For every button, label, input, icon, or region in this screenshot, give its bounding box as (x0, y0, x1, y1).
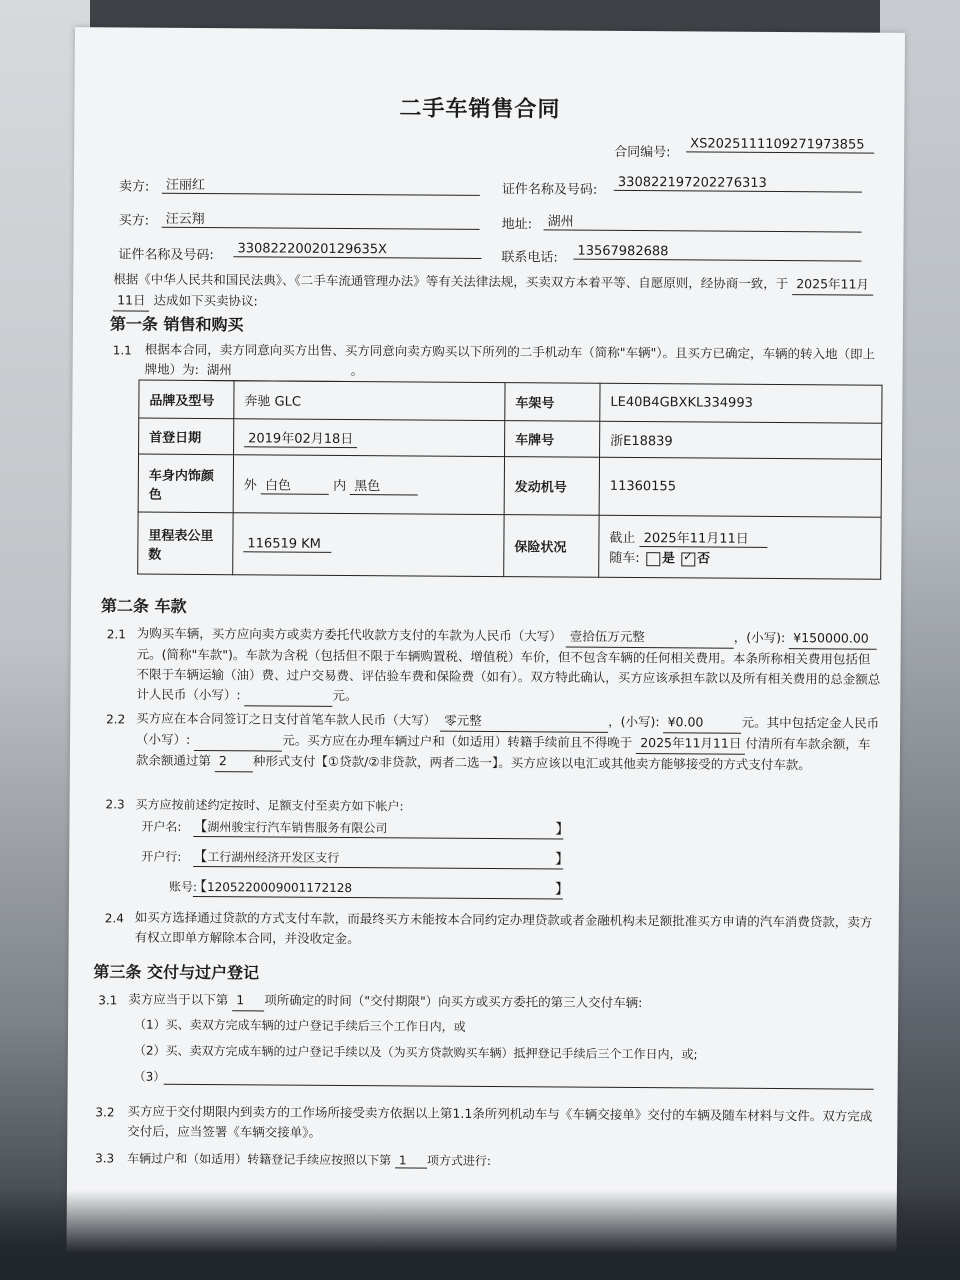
clause-1-1-end: 。 (350, 363, 364, 379)
color-cell (233, 455, 504, 515)
price-lower: ¥150000.00 (789, 628, 877, 650)
yes-checkbox[interactable] (646, 552, 660, 566)
document-title: 二手车销售合同 (399, 96, 561, 123)
clause-2-2-text-e: 付清所有车款余额，车款余额通过第 (135, 735, 871, 769)
deposit-blank (194, 730, 282, 752)
bracket-left: 【 (192, 878, 208, 896)
clause-3-3-text-a: 车辆过户和（如适用）转籍登记手续应按照以下第 (127, 1151, 392, 1168)
clause-3-1-number: 3.1 (98, 993, 118, 1008)
brand-label: 品牌及型号 (139, 380, 234, 419)
interior-prefix: 内 (333, 478, 347, 494)
clause-2-2-text-a: 买方应在本合同签订之日支付首笔车款人民币（大写） (136, 710, 437, 728)
article-2-title: 第二条 车款 (100, 596, 187, 616)
transfer-item: 1 (395, 1153, 427, 1168)
registration-place: 湖州 (203, 360, 351, 382)
clause-2-1 (136, 624, 881, 711)
clause-2-2-text-b: ，(小写): (608, 713, 660, 730)
clause-3-1 (128, 989, 878, 1015)
clause-2-3-text: 买方应按前述约定按时、足额支付至卖方如下帐户: (135, 797, 404, 814)
seller-id-value: 330822197202276313 (614, 175, 862, 193)
phone-label: 联系电话: (501, 250, 558, 266)
contract-number-value: XS2025111109271973855 (686, 136, 874, 153)
preamble-date-a: 2025年11月 (792, 274, 873, 296)
article-1-title: 第一条 销售和购买 (109, 314, 244, 335)
address-label: 地址: (501, 217, 533, 233)
exterior-color: 白色 (261, 474, 329, 494)
clause-1-1-number: 1.1 (112, 343, 132, 358)
account-number-value: 1205220009001172128 (206, 880, 353, 896)
mileage-value: 116519 KM (243, 536, 331, 553)
clause-2-2-text-f: 种形式支付【①贷款/②非贷款，两者二选一】。买方应该以电汇或其他卖方能够接受的方式支付车款。 (252, 753, 811, 773)
plate-label: 车牌号 (505, 421, 600, 458)
clause-2-3-number: 2.3 (105, 797, 125, 812)
exterior-prefix: 外 (243, 477, 257, 493)
vin-value: LE40B4GBXKL334993 (600, 383, 882, 423)
mileage-cell (233, 513, 504, 577)
down-payment-lower: ¥0.00 (664, 712, 742, 734)
clause-2-1-text-d: 元。 (332, 687, 358, 704)
preamble (113, 269, 883, 316)
bracket-left: 【 (193, 848, 208, 866)
bracket-left: 【 (193, 818, 208, 836)
clause-2-1-number: 2.1 (106, 627, 126, 642)
clause-2-2-text-c: 元。其中包括定金人民币（小写）: (135, 714, 880, 747)
address-value: 湖州 (544, 210, 862, 232)
buyer-label: 买方: (118, 213, 150, 229)
no-label: 否 (696, 551, 711, 567)
insurance-cell (599, 515, 881, 579)
insurance-date: 2025年11月11日 (640, 527, 768, 548)
option-3-blank (164, 1084, 874, 1090)
account-number-label: 账号: (168, 879, 198, 894)
no-checkbox[interactable] (681, 552, 695, 566)
clause-3-3-number: 3.3 (95, 1151, 115, 1166)
phone-value: 13567982688 (573, 244, 861, 262)
vin-label: 车架号 (505, 383, 600, 422)
yes-label: 是 (661, 551, 675, 567)
engine-value: 11360155 (599, 457, 881, 517)
clause-2-4-text: 如买方选择通过贷款的方式支付车款，而最终买方未能按本合同约定办理贷款或者金融机构未足额批准买方申请的汽车消费贷款，卖方有权立即单方解除本合同，并没收定金。 (134, 909, 873, 947)
plate-value: 浙E18839 (600, 421, 882, 459)
insurance-prefix: 截止 (609, 530, 636, 547)
table-row (139, 418, 882, 459)
seller-name: 汪丽红 (162, 174, 480, 196)
delivery-item: 1 (232, 990, 264, 1011)
total-amount-blank (244, 685, 332, 707)
option-3: （3） (133, 1069, 166, 1084)
clause-3-3 (127, 1149, 491, 1169)
contract-number-label: 合同编号: (614, 144, 671, 161)
bracket-right: 】 (554, 881, 570, 898)
bank-value: 工行湖州经济开发区支行 (207, 850, 340, 865)
seller-label: 卖方: (118, 179, 150, 195)
option-1: （1）买、卖双方完成车辆的过户登记手续后三个工作日内，或 (133, 1017, 466, 1034)
seller-id-label: 证件名称及号码: (501, 182, 598, 198)
table-row (139, 380, 882, 423)
table-row (138, 454, 881, 517)
clause-3-3-text-b: 项方式进行: (426, 1153, 492, 1169)
table-row (138, 512, 881, 579)
clause-1-1-text: 根据本合同，卖方同意向买方出售、买方同意向卖方购买以下所列的二手机动车（简称"车辆"）。且买方已确定，车辆的转入地（即上牌地）为: (144, 341, 876, 377)
clause-1-1 (145, 340, 883, 386)
clause-2-1-text-a: 为购买车辆，买方应向卖方或卖方委托代收款方支付的车款为人民币（大写） (136, 625, 562, 644)
contract-paper (66, 27, 905, 1263)
bracket-right: 】 (555, 821, 570, 838)
reg-date-cell (234, 419, 505, 457)
mileage-label: 里程表公里数 (138, 512, 233, 575)
account-number-field (192, 876, 570, 900)
preamble-text-a: 根据《中华人民共和国民法典》、《二手车流通管理办法》等有关法律法规，买卖双方本着平等、自愿原则，经协商一致，于 (113, 271, 789, 292)
reg-date-value: 2019年02月18日 (244, 427, 357, 448)
reg-date-label: 首登日期 (139, 418, 234, 455)
account-name-field (193, 816, 570, 840)
price-upper: 壹拾伍万元整 (566, 627, 734, 649)
article-3-title: 第三条 交付与过户登记 (93, 962, 260, 983)
balance-due-date: 2025年11月11日 (636, 733, 745, 755)
option-2: （2）买、卖双方完成车辆的过户登记手续以及（为买方贷款购买车辆）抵押登记手续后三个工作日内，或; (133, 1043, 698, 1062)
vehicle-info-table (137, 380, 882, 580)
clause-2-2-text-d: 元。买方应在办理车辆过户和（如适用）转籍手续前且不得晚于 (282, 732, 633, 751)
brand-value: 奔驰 GLC (234, 381, 505, 421)
buyer-id-label: 证件名称及号码: (118, 247, 214, 264)
color-label: 车身内饰颜色 (138, 454, 233, 513)
bracket-right: 】 (555, 851, 570, 868)
bank-field (193, 846, 570, 870)
preamble-date-b: 11日 (113, 290, 150, 311)
insurance-date-line (609, 527, 870, 549)
clause-2-2 (136, 709, 880, 777)
account-name-label: 开户名: (141, 819, 182, 834)
insurance-with-car-line (609, 547, 870, 568)
bank-label: 开户行: (141, 849, 182, 864)
clause-3-2-text: 买方应于交付期限内到卖方的工作场所接受卖方依据以上第1.1条所列机动车与《车辆交接单》交付的车辆及随车材料与文件。双方完成交付后，应当签署《车辆交接单》。 (127, 1103, 873, 1140)
clause-2-4-number: 2.4 (104, 911, 124, 926)
clause-3-2-number: 3.2 (95, 1105, 115, 1120)
interior-color: 黑色 (350, 475, 418, 495)
buyer-id-value: 33082220020129635X (233, 241, 481, 259)
insurance-label: 保险状况 (504, 515, 599, 578)
preamble-text-b: 达成如下买卖协议: (153, 292, 258, 309)
clause-3-1-text-a: 卖方应当于以下第 (128, 991, 229, 1008)
engine-label: 发动机号 (504, 457, 599, 516)
bottom-shadow (0, 1190, 960, 1280)
clause-3-1-text-b: 项所确定的时间（"交付期限"）向买方或买方委托的第三人交付车辆: (264, 992, 643, 1011)
insurance-with-car-label: 随车: (609, 550, 640, 567)
clause-2-1-text-b: ，(小写): (733, 629, 786, 646)
clause-2-2-number: 2.2 (106, 712, 126, 727)
down-payment-upper: 零元整 (440, 711, 608, 733)
account-name-value: 湖州骏宝行汽车销售服务有限公司 (207, 820, 388, 836)
payment-method: 2 (215, 751, 253, 772)
clause-2-1-text-c: 元。(简称"车款")。车款为含税（包括但不限于车辆购置税、增值税）车价，但不包含车辆的任何相关费用。本条所称相关费用包括但不限于车辆运输（油）费、过户交易费、评估验车费和保险费（如有）。双方特此确认，买方应该承担车款以及所有相关费用的总金额总计人民币（小写）: (136, 646, 881, 703)
buyer-name: 汪云翔 (162, 208, 480, 230)
